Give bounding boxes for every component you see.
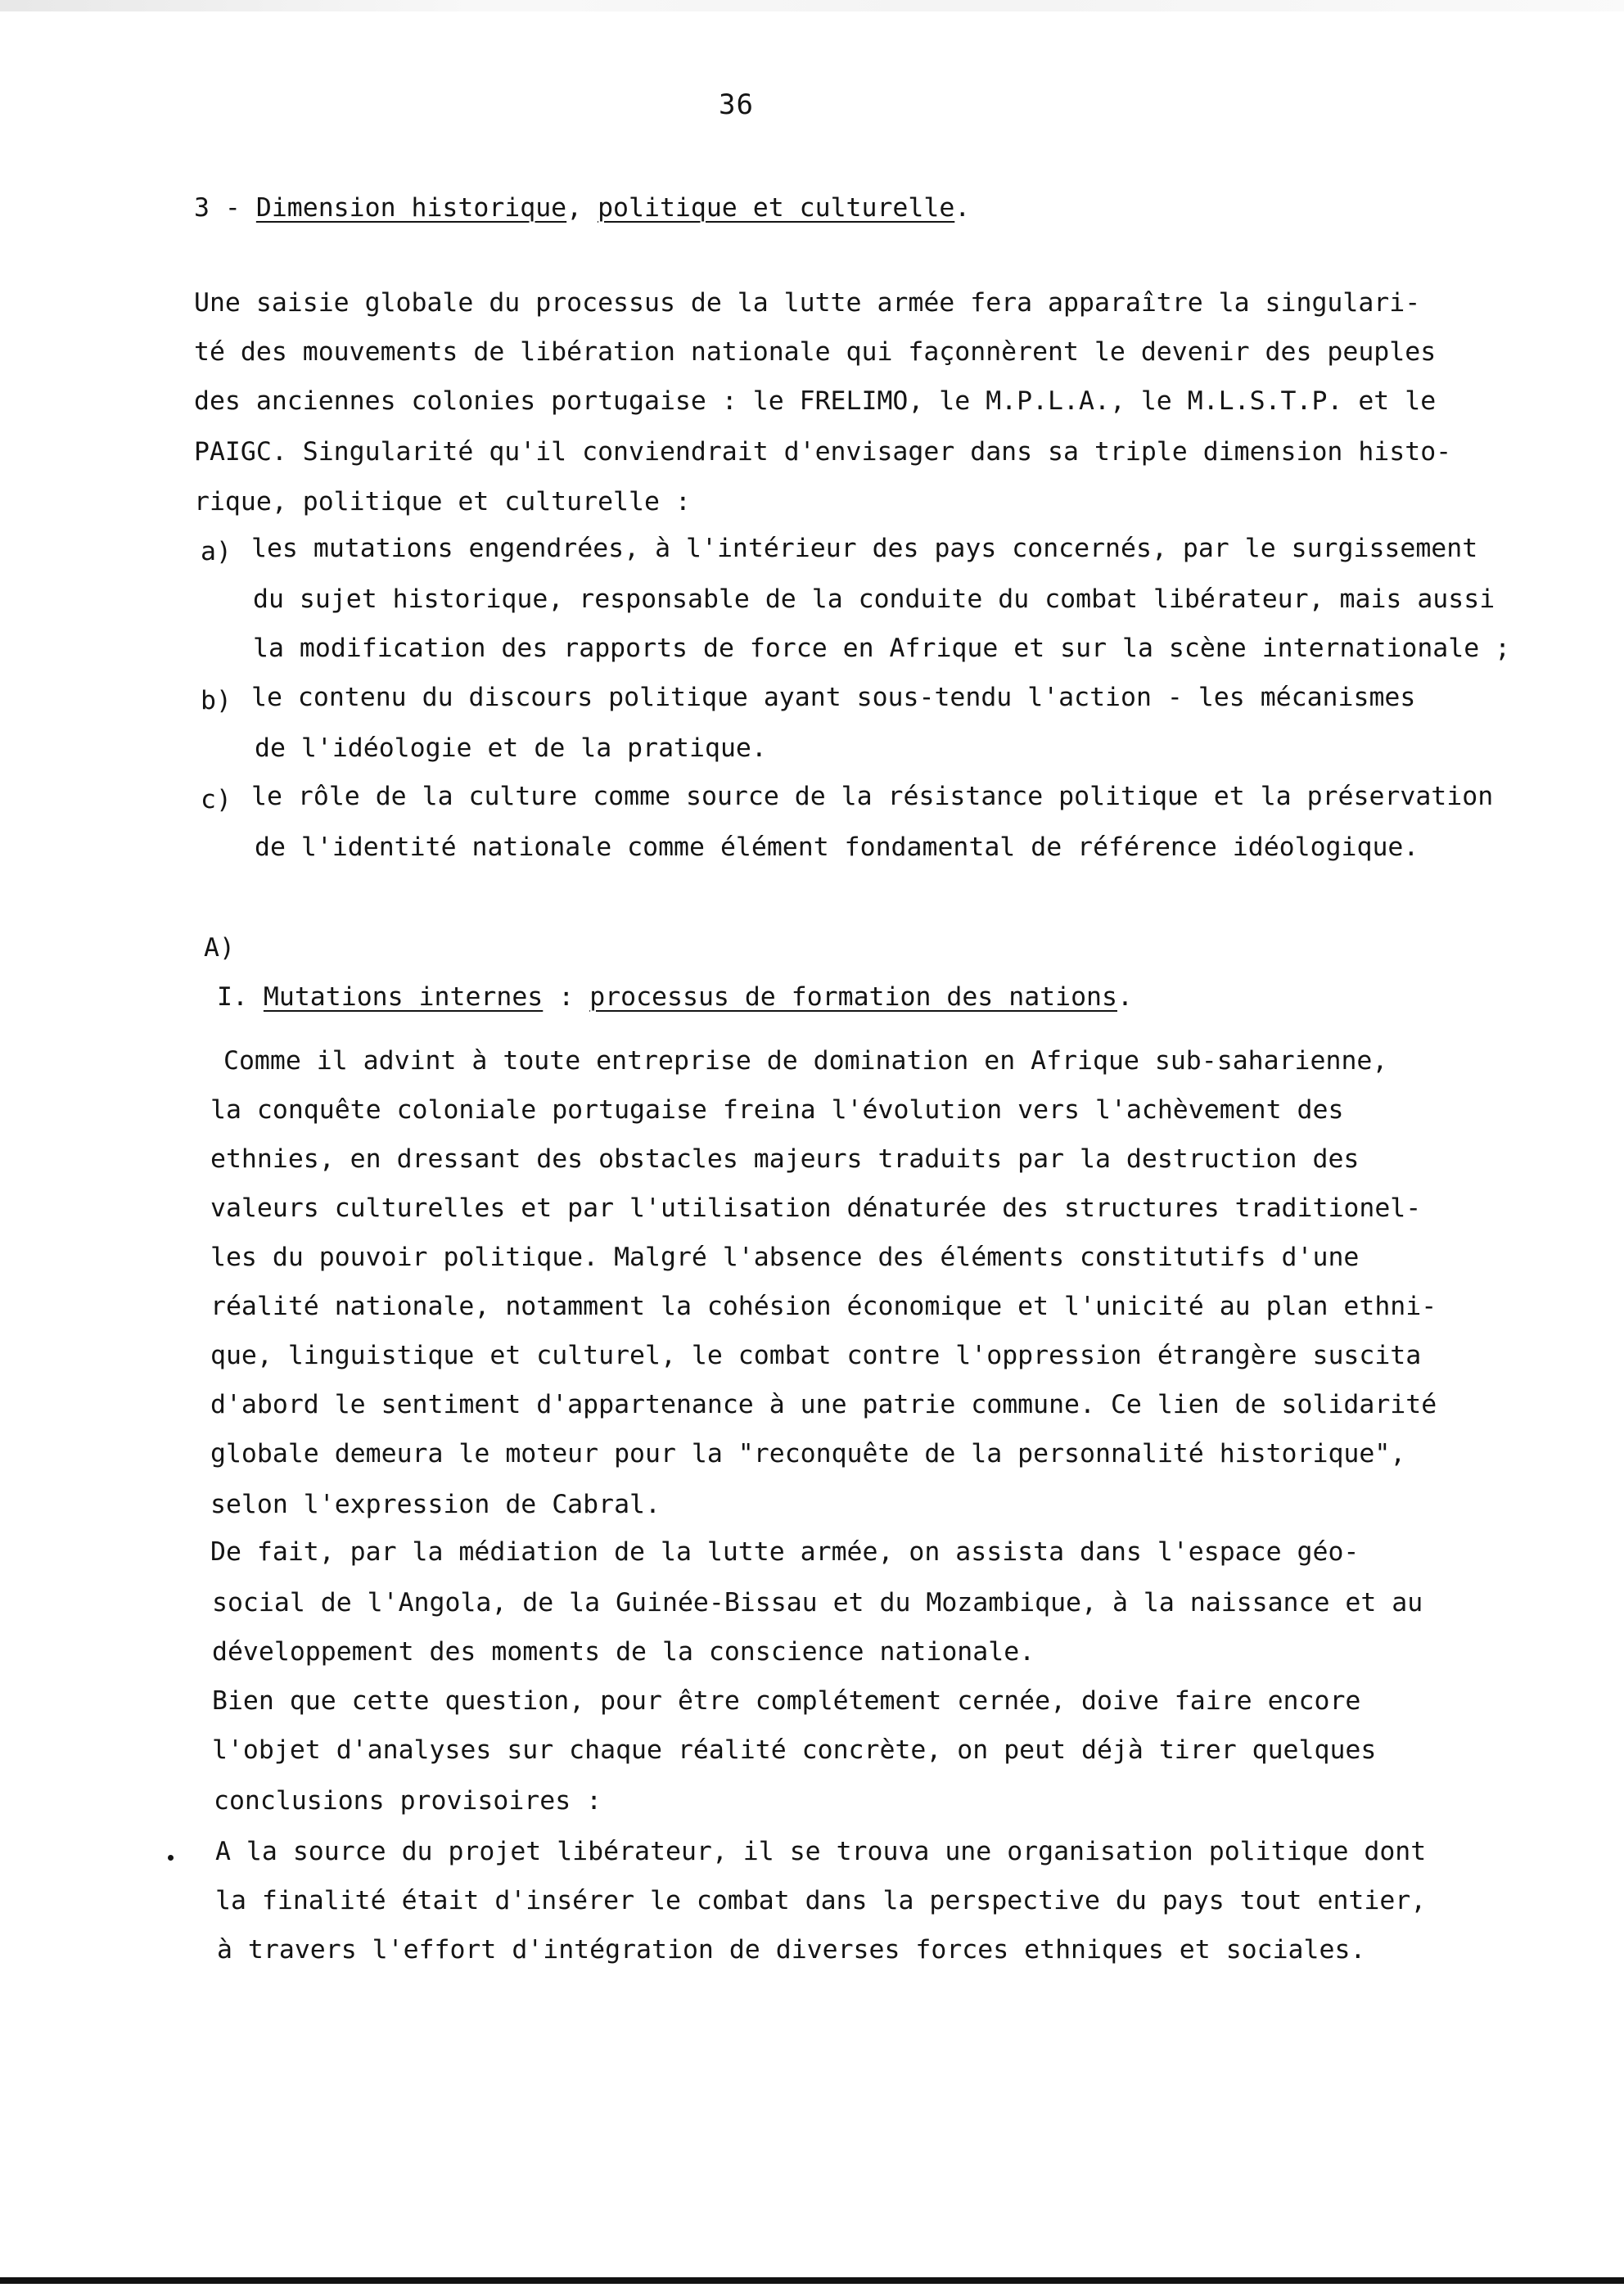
part-label: A) [204, 933, 235, 963]
scan-edge-bottom [0, 2277, 1624, 2284]
body-line: selon l'expression de Cabral. [210, 1490, 661, 1519]
body-line: que, linguistique et culturel, le combat contre l'oppression étrangère suscita [210, 1341, 1422, 1370]
subsection-heading-prefix: I. [217, 982, 264, 1012]
intro-line: PAIGC. Singularité qu'il conviendrait d'envisager dans sa triple dimension histo- [194, 437, 1452, 467]
list-item-line: le contenu du discours politique ayant sous-tendu l'action - les mécanismes [251, 683, 1416, 712]
section-heading-suffix: . [954, 193, 971, 223]
section-heading-part1: Dimension historique [255, 193, 567, 223]
section-heading-sep: , [566, 193, 598, 223]
list-item-marker: a) [201, 537, 232, 566]
body-line: les du pouvoir politique. Malgré l'absence des éléments constitutifs d'une [210, 1243, 1360, 1272]
body-line: d'abord le sentiment d'appartenance à une patrie commune. Ce lien de solidarité [210, 1390, 1437, 1419]
section-heading-part2: politique et culturelle [598, 193, 955, 223]
intro-line: té des mouvements de libération nationale qui façonnèrent le devenir des peuples [194, 337, 1437, 367]
section-heading-prefix: 3 - [194, 193, 256, 223]
intro-line: rique, politique et culturelle : [194, 487, 691, 517]
scan-edge-top [0, 0, 1624, 11]
list-item-line: les mutations engendrées, à l'intérieur des pays concernés, par le surgissement [251, 534, 1478, 563]
list-item-line: la modification des rapports de force en Afrique et sur la scène internationale ; [253, 634, 1511, 663]
body-line: la finalité était d'insérer le combat dans la perspective du pays tout entier, [215, 1886, 1427, 1915]
body-line: social de l'Angola, de la Guinée-Bissau et du Mozambique, à la naissance et au [212, 1588, 1423, 1617]
body-line: De fait, par la médiation de la lutte armée, on assista dans l'espace géo- [210, 1537, 1360, 1567]
subsection-heading-sep: : [543, 982, 590, 1012]
page-number: 36 [719, 88, 754, 121]
section-heading [194, 192, 970, 224]
body-line: A la source du projet libérateur, il se trouva une organisation politique dont [215, 1837, 1427, 1866]
body-line: la conquête coloniale portugaise freina l'évolution vers l'achèvement des [210, 1095, 1344, 1125]
list-item-line: de l'identité nationale comme élément fondamental de référence idéologique. [255, 832, 1419, 862]
bullet-dot [168, 1855, 174, 1861]
subsection-heading-part1: Mutations internes [263, 982, 544, 1012]
body-line: développement des moments de la conscience nationale. [212, 1637, 1035, 1667]
list-item-line: du sujet historique, responsable de la conduite du combat libérateur, mais aussi [253, 584, 1495, 614]
body-line: ethnies, en dressant des obstacles majeurs traduits par la destruction des [210, 1144, 1360, 1174]
intro-line: Une saisie globale du processus de la lutte armée fera apparaître la singulari- [194, 288, 1421, 318]
list-item-line: de l'idéologie et de la pratique. [255, 733, 767, 763]
subsection-heading-part2: processus de formation des nations [589, 982, 1117, 1012]
body-line: à travers l'effort d'intégration de diverses forces ethniques et sociales. [217, 1935, 1366, 1965]
body-line: Bien que cette question, pour être complétement cernée, doive faire encore [212, 1686, 1361, 1716]
list-item-marker: b) [201, 686, 232, 715]
body-line: valeurs culturelles et par l'utilisation dénaturée des structures traditionel- [210, 1193, 1422, 1223]
body-line: globale demeura le moteur pour la "reconquête de la personnalité historique", [210, 1439, 1406, 1469]
subsection-heading-suffix: . [1116, 982, 1133, 1012]
list-item-line: le rôle de la culture comme source de la résistance politique et la préservation [251, 782, 1494, 811]
subsection-heading [217, 981, 1133, 1013]
body-line: conclusions provisoires : [214, 1786, 602, 1816]
body-line: l'objet d'analyses sur chaque réalité concrète, on peut déjà tirer quelques [212, 1735, 1377, 1765]
list-item-marker: c) [201, 785, 232, 814]
body-line: Comme il advint à toute entreprise de domination en Afrique sub-saharienne, [223, 1046, 1388, 1076]
intro-line: des anciennes colonies portugaise : le FRELIMO, le M.P.L.A., le M.L.S.T.P. et le [194, 386, 1437, 416]
body-line: réalité nationale, notamment la cohésion économique et l'unicité au plan ethni- [210, 1292, 1437, 1321]
